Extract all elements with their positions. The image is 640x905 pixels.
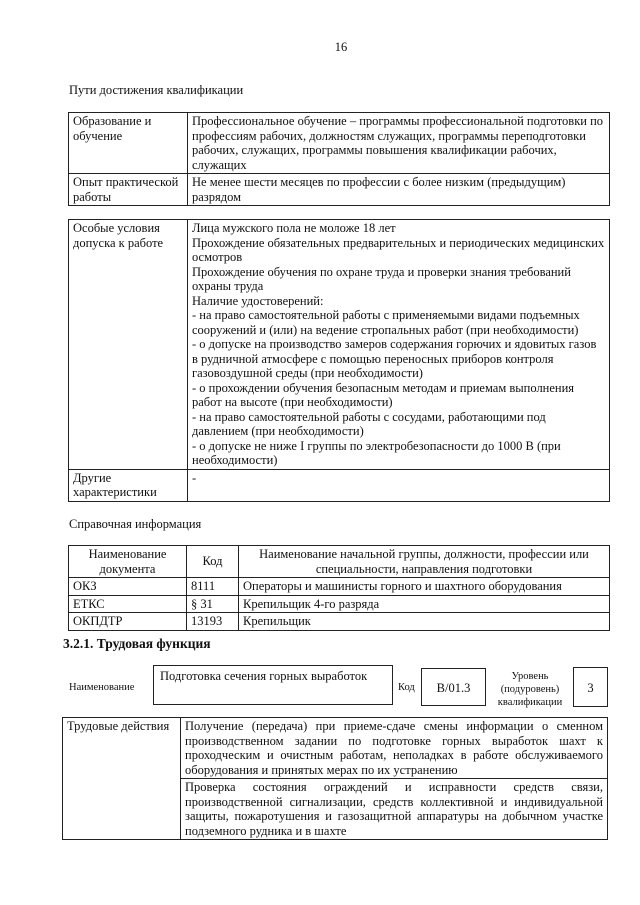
function-name-box bbox=[153, 665, 393, 705]
action-item: Проверка состояния ограждений и исправности средств связи, производственной сигнализации, средств коллективной и индивидуальной защиты, пожаротушения и газозащитной аппаратуры на добычном участке подземного рудника и в шахте bbox=[181, 779, 608, 840]
experience-value: Не менее шести месяцев по профессии с более низким (предыдущим) разрядом bbox=[188, 174, 610, 206]
condition-line: Лица мужского пола не моложе 18 лет bbox=[192, 221, 396, 235]
code-cell: § 31 bbox=[187, 595, 239, 613]
condition-line: Наличие удостоверений: bbox=[192, 293, 324, 308]
function-code-label: Код bbox=[398, 682, 415, 693]
table-row bbox=[69, 220, 610, 470]
function-name-label: Наименование bbox=[69, 682, 135, 693]
table-row bbox=[69, 613, 610, 631]
doc-cell: ЕТКС bbox=[69, 595, 187, 613]
education-value: Профессиональное обучение – программы профессиональной подготовки по профессиям рабочих, должностям служащих, программы переподготовки рабочих, служащих, программы повышения квалификации рабочих, служащих bbox=[188, 113, 610, 174]
condition-line: Прохождение обязательных предварительных и периодических медицинских осмотров bbox=[192, 235, 605, 264]
table-row bbox=[69, 595, 610, 613]
condition-line: - о допуске не ниже I группы по электробезопасности до 1000 В (при необходимости) bbox=[192, 438, 561, 467]
table-row bbox=[69, 578, 610, 596]
experience-label: Опыт практической работы bbox=[69, 174, 188, 206]
function-level-label: Уровень (подуровень) квалификации bbox=[497, 671, 563, 708]
code-column-header: Код bbox=[187, 546, 239, 578]
education-label: Образование и обучение bbox=[69, 113, 188, 174]
condition-line: Прохождение обучения по охране труда и проверки знания требований охраны труда bbox=[192, 264, 571, 293]
reference-heading: Справочная информация bbox=[69, 517, 202, 531]
actions-label: Трудовые действия bbox=[63, 718, 181, 840]
conditions-value bbox=[188, 220, 610, 470]
condition-line: - на право самостоятельной работы с применяемыми видами подъемных сооружений и (или) на ведение стропальных работ (при необходимости) bbox=[192, 308, 580, 337]
function-level-box bbox=[573, 667, 608, 707]
actions-table bbox=[62, 717, 608, 840]
page-number: 16 bbox=[334, 40, 348, 54]
other-characteristics-label: Другие характеристики bbox=[69, 469, 188, 501]
action-item: Получение (передача) при приеме-сдаче смены информации о сменном производственном задании по подготовке горных выработок шахт к проходческим и очистным работам, неполадках в работе обслуживаемого оборудования и принятых мерах по их устранению bbox=[181, 718, 608, 779]
table-row bbox=[69, 113, 610, 174]
function-name-value: Подготовка сечения горных выработок bbox=[160, 669, 368, 683]
function-heading: 3.2.1. Трудовая функция bbox=[63, 636, 211, 651]
conditions-label: Особые условия допуска к работе bbox=[69, 220, 188, 470]
table-header-row bbox=[69, 546, 610, 578]
condition-line: - на право самостоятельной работы с сосудами, работающими под давлением (при необходимости) bbox=[192, 409, 546, 438]
condition-line: - о допуске на производство замеров содержания горючих и ядовитых газов в рудничной атмосфере с помощью переносных приборов контроля газовоздушной среды (при необходимости) bbox=[192, 337, 597, 380]
table-row bbox=[69, 174, 610, 206]
function-level-value: 3 bbox=[587, 681, 594, 695]
reference-table bbox=[68, 545, 610, 631]
doc-cell: ОКЗ bbox=[69, 578, 187, 596]
doc-cell: ОКПДТР bbox=[69, 613, 187, 631]
function-code-box bbox=[421, 668, 486, 706]
qualification-heading: Пути достижения квалификации bbox=[69, 83, 244, 97]
name-cell: Операторы и машинисты горного и шахтного оборудования bbox=[239, 578, 610, 596]
qualification-table bbox=[68, 112, 610, 206]
name-cell: Крепильщик 4-го разряда bbox=[239, 595, 610, 613]
name-column-header: Наименование начальной группы, должности, профессии или специальности, направления подготовки bbox=[239, 546, 610, 578]
table-row bbox=[63, 718, 608, 779]
code-cell: 8111 bbox=[187, 578, 239, 596]
doc-column-header: Наименование документа bbox=[69, 546, 187, 578]
function-code-value: B/01.3 bbox=[436, 681, 471, 695]
other-characteristics-value: - bbox=[188, 469, 610, 501]
name-cell: Крепильщик bbox=[239, 613, 610, 631]
code-cell: 13193 bbox=[187, 613, 239, 631]
conditions-table bbox=[68, 219, 610, 502]
table-row bbox=[69, 469, 610, 501]
condition-line: - о прохождении обучения безопасным методам и приемам выполнения работ на высоте (при необходимости) bbox=[192, 380, 575, 409]
